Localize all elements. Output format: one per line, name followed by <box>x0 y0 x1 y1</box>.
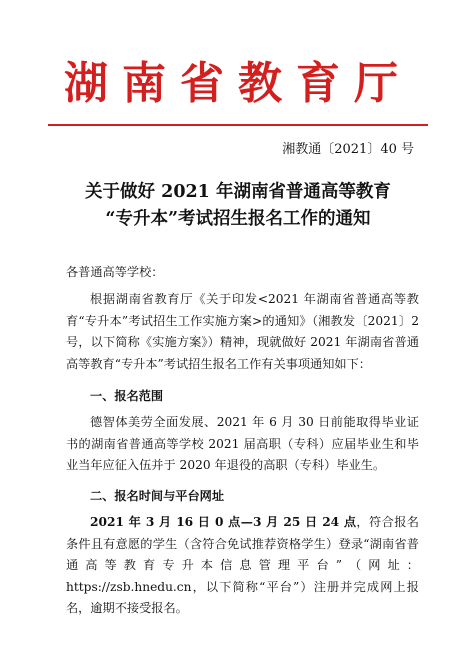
platform-url-link[interactable]: https://zsb.hnedu.cn <box>66 579 192 594</box>
notice-title-line-1: 关于做好 2021 年湖南省普通高等教育 <box>85 182 391 202</box>
document-number: 湘教通〔2021〕40 号 <box>282 142 414 157</box>
salutation: 各普通高等学校： <box>66 265 164 279</box>
paragraph-text-a: ，符合报名条件且有意愿的学生（含符合免试推荐资格学生）登录“湖南省普通高等教育专升本信息管理平台”（网址： <box>66 515 419 573</box>
paragraph-scope: 德智体美劳全面发展、2021 年 6 月 30 日前能取得毕业证书的湖南省普通高等学校 2021 届高职（专科）应届毕业生和毕业当年应征入伍并于 2020 年退役的高职（专科）毕业生。 <box>66 415 419 473</box>
paragraph-time-platform <box>66 512 419 620</box>
paragraph-text-b: ，以下简称“平台”）注册并完成网上报名，逾期不接受报名。 <box>66 579 419 616</box>
registration-date-range: 2021 年 3 月 16 日 0 点—3 月 25 日 24 点 <box>90 515 357 529</box>
paragraph-intro: 根据湖南省教育厅《关于印发<2021 年湖南省普通高等教育“专升本”考试招生工作实施方案>的通知》（湘教发〔2021〕2 号，以下简称《实施方案》）精神，现就做好 2021 年湖南省普通高等教育“专升本”考试招生报名工作有关事项通知如下： <box>66 292 419 371</box>
masthead-title: 湖南省教育厅 <box>64 58 412 109</box>
section-heading-time-platform: 二、报名时间与平台网址 <box>90 489 225 503</box>
notice-title-line-2: “专升本”考试招生报名工作的通知 <box>105 209 371 229</box>
red-divider-line <box>48 124 428 126</box>
section-heading-scope: 一、报名范围 <box>90 389 164 403</box>
